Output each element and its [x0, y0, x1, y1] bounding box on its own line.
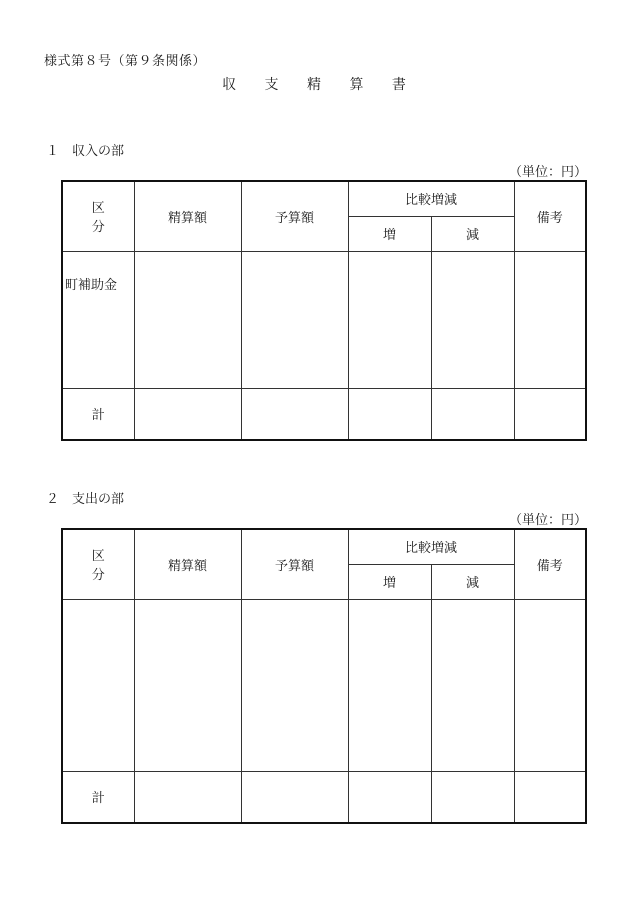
total-decrease[interactable] [431, 388, 514, 440]
total-settled[interactable] [134, 388, 241, 440]
cell-remarks[interactable] [514, 599, 586, 771]
income-unit-note: （単位：円） [508, 165, 587, 180]
total-budget[interactable] [241, 771, 348, 823]
total-remarks[interactable] [514, 388, 586, 440]
total-row [62, 388, 586, 440]
total-row [62, 771, 586, 823]
income-table [61, 180, 587, 441]
document-title: 収 支 精 算 書 [222, 77, 418, 93]
header-category: 区 分 [62, 181, 134, 251]
header-remarks: 備考 [514, 181, 586, 251]
total-increase[interactable] [348, 388, 431, 440]
expenditure-table [61, 528, 587, 824]
header-remarks: 備考 [514, 529, 586, 599]
header-increase: 増 [348, 564, 431, 599]
cell-budget[interactable] [241, 599, 348, 771]
row-label: 町補助金 [62, 251, 134, 388]
total-budget[interactable] [241, 388, 348, 440]
header-comparison: 比較増減 [348, 181, 514, 216]
header-budget: 予算額 [241, 181, 348, 251]
cell-decrease[interactable] [431, 251, 514, 388]
total-increase[interactable] [348, 771, 431, 823]
total-label: 計 [62, 388, 134, 440]
row-label [62, 599, 134, 771]
cell-settled[interactable] [134, 599, 241, 771]
header-decrease: 減 [431, 564, 514, 599]
table-row [62, 251, 586, 388]
table-row [62, 599, 586, 771]
expenditure-unit-note: （単位：円） [508, 513, 587, 528]
header-decrease: 減 [431, 216, 514, 251]
header-settled: 精算額 [134, 529, 241, 599]
total-label: 計 [62, 771, 134, 823]
cell-remarks[interactable] [514, 251, 586, 388]
income-heading: １ 収入の部 [46, 144, 125, 159]
form-number: 様式第８号（第９条関係） [44, 54, 207, 69]
cell-increase[interactable] [348, 599, 431, 771]
total-decrease[interactable] [431, 771, 514, 823]
cell-settled[interactable] [134, 251, 241, 388]
header-settled: 精算額 [134, 181, 241, 251]
cell-increase[interactable] [348, 251, 431, 388]
expenditure-heading: ２ 支出の部 [46, 492, 125, 507]
cell-decrease[interactable] [431, 599, 514, 771]
header-budget: 予算額 [241, 529, 348, 599]
cell-budget[interactable] [241, 251, 348, 388]
total-remarks[interactable] [514, 771, 586, 823]
total-settled[interactable] [134, 771, 241, 823]
header-category: 区 分 [62, 529, 134, 599]
header-increase: 増 [348, 216, 431, 251]
header-comparison: 比較増減 [348, 529, 514, 564]
